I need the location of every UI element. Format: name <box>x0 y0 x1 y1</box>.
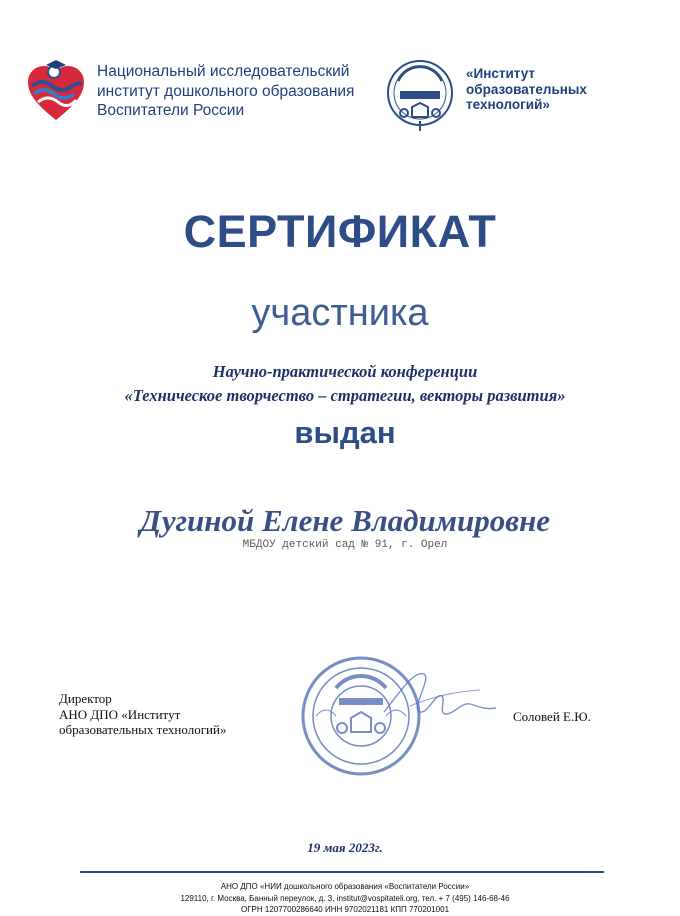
recipient-institution: МБДОУ детский сад № 91, г. Орел <box>242 539 448 551</box>
certificate-subtitle: участника <box>251 292 429 334</box>
org2-line: «Институт <box>466 66 536 81</box>
director-line: образовательных технологий» <box>59 722 227 737</box>
conference-line: «Техническое творчество – стратегии, векторы развития» <box>124 386 566 405</box>
conference-description <box>0 360 680 408</box>
footer-address: 129110, г. Москва, Банный переулок, д. 3, institut@vospitateli.org, тел. + 7 (495) 146-68-46 <box>180 893 510 903</box>
handwritten-signature <box>380 662 500 728</box>
heart-logo-icon <box>26 56 86 124</box>
footer <box>0 881 680 916</box>
recipient-name: Дугиной Елене Владимировне <box>139 503 551 538</box>
director-title <box>59 691 289 738</box>
director-line: АНО ДПО «Институт <box>59 706 181 722</box>
org1-line: Воспитатели России <box>97 102 245 119</box>
issued-label: выдан <box>294 415 396 450</box>
org1-name <box>97 62 387 121</box>
conference-line: Научно-практической конференции <box>212 362 478 381</box>
org1-line: институт дошкольного образования <box>97 82 355 100</box>
org2-name <box>466 66 626 113</box>
org2-line: технологий» <box>466 97 550 112</box>
footer-org: АНО ДПО «НИИ дошкольного образования «Воспитатели России» <box>220 882 470 891</box>
org1-line: Национальный исследовательский <box>97 63 350 80</box>
issue-date: 19 мая 2023г. <box>307 840 383 855</box>
org2-line: образовательных <box>466 81 587 97</box>
director-line: Директор <box>59 691 112 706</box>
signer-name: Соловей Е.Ю. <box>513 709 591 724</box>
certificate-title: СЕРТИФИКАТ <box>183 206 497 257</box>
institute-emblem-icon <box>384 55 456 135</box>
footer-divider <box>80 871 604 873</box>
footer-registration: ОГРН 1207700286640 ИНН 9702021181 КПП 770201001 <box>240 905 450 914</box>
